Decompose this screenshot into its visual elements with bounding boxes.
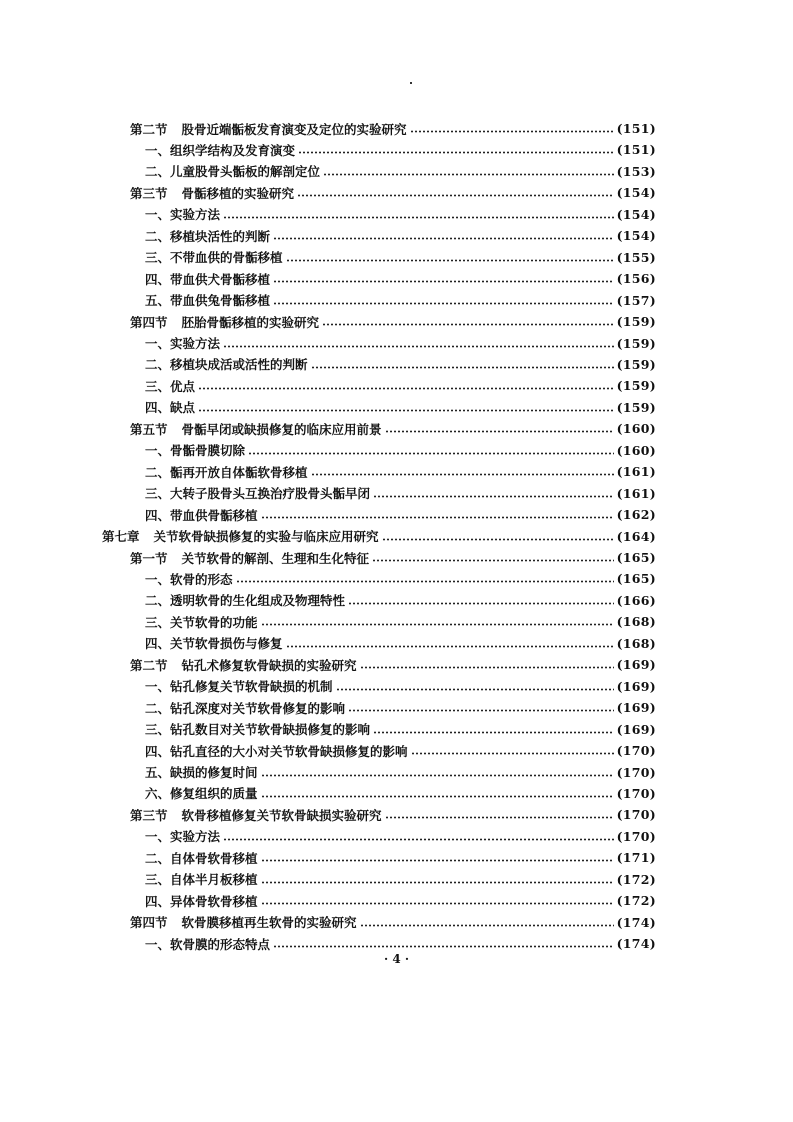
toc-entry-item — [145, 268, 656, 289]
toc-dot-leader — [348, 709, 614, 712]
toc-entry-page: (162) — [616, 507, 656, 523]
toc-entry-item — [145, 740, 656, 761]
toc-entry-label — [145, 634, 283, 652]
toc-entry-number: 第三节 — [130, 807, 168, 823]
toc-entry-page: (160) — [616, 421, 656, 437]
toc-entry-section — [130, 311, 656, 332]
toc-entry-number: 三、 — [145, 378, 171, 394]
toc-dot-leader — [261, 881, 614, 884]
toc-entry-page: (154) — [616, 185, 656, 201]
toc-dot-leader — [273, 280, 614, 283]
toc-dot-leader — [198, 387, 614, 390]
toc-entry-item — [145, 504, 656, 525]
toc-entry-label — [145, 291, 270, 309]
toc-entry-page: (169) — [616, 721, 656, 737]
toc-entry-number: 一、 — [145, 829, 171, 845]
toc-entry-title: 缺点 — [170, 400, 196, 416]
toc-dot-leader — [223, 216, 614, 219]
toc-entry-title: 钻孔直径的大小对关节软骨缺损修复的影响 — [170, 743, 408, 759]
toc-entry-page: (161) — [616, 485, 656, 501]
toc-entry-title: 钻孔深度对关节软骨修复的影响 — [170, 700, 346, 716]
toc-entry-title: 大转子股骨头互换治疗股骨头骺早闭 — [170, 486, 371, 502]
toc-entry-item — [145, 890, 656, 911]
toc-entry-label — [145, 784, 258, 802]
toc-entry-title: 关节软骨损伤与修复 — [170, 636, 283, 652]
toc-entry-title: 实验方法 — [170, 207, 221, 223]
toc-entry-page: (154) — [616, 228, 656, 244]
toc-entry-title: 移植块活性的判断 — [170, 228, 271, 244]
toc-entry-label — [145, 506, 258, 524]
toc-entry-page: (151) — [616, 121, 656, 136]
toc-entry-number: 二、 — [145, 228, 171, 244]
toc-entry-item — [145, 139, 656, 160]
toc-entry-number: 一、 — [145, 336, 171, 351]
toc-entry-label — [145, 484, 370, 502]
toc-entry-number: 第七章 — [102, 529, 140, 545]
toc-entry-title: 胚胎骨骺移植的实验研究 — [181, 314, 320, 330]
toc-entry-title: 钻孔术修复软骨缺损的实验研究 — [181, 657, 357, 673]
toc-dot-leader — [297, 194, 614, 197]
toc-entry-label — [145, 270, 270, 288]
toc-dot-leader — [273, 237, 614, 240]
toc-entry-label — [145, 763, 258, 781]
toc-entry-label — [145, 591, 345, 609]
toc-entry-title: 软骨膜的形态特点 — [170, 936, 271, 952]
toc-entry-number: 四、 — [145, 400, 171, 416]
toc-entry-title: 缺损的修复时间 — [170, 765, 258, 780]
toc-entry-number: 三、 — [145, 722, 171, 738]
toc-entry-item — [145, 762, 656, 783]
toc-entry-section — [130, 118, 656, 139]
toc-entry-title: 关节软骨的功能 — [170, 614, 258, 630]
toc-dot-leader — [373, 495, 614, 498]
scan-speck — [410, 82, 412, 84]
toc-entry-label — [145, 699, 345, 717]
toc-entry-number: 一、 — [145, 443, 171, 459]
toc-entry-title: 钻孔数目对关节软骨缺损修复的影响 — [170, 722, 371, 738]
toc-entry-item — [145, 568, 656, 589]
toc-entry-label — [145, 870, 258, 888]
toc-entry-number: 一、 — [145, 571, 171, 587]
toc-entry-page: (168) — [616, 614, 656, 630]
toc-entry-number: 四、 — [145, 271, 171, 287]
toc-entry-page: (170) — [616, 743, 656, 759]
toc-entry-page: (165) — [616, 571, 656, 587]
toc-entry-label — [145, 205, 220, 223]
toc-dot-leader — [261, 516, 614, 519]
toc-entry-label — [145, 849, 258, 867]
toc-entry-page: (170) — [616, 807, 656, 823]
toc-entry-page: (161) — [616, 464, 656, 480]
toc-entry-title: 软骨膜移植再生软骨的实验研究 — [181, 915, 357, 931]
toc-entry-item — [145, 826, 656, 847]
toc-entry-label — [145, 334, 220, 352]
toc-dot-leader — [223, 345, 614, 348]
toc-entry-page: (159) — [616, 335, 656, 351]
toc-entry-number: 四、 — [145, 636, 171, 652]
toc-dot-leader — [273, 302, 614, 305]
toc-entry-title: 软骨移植修复关节软骨缺损实验研究 — [181, 807, 382, 823]
toc-entry-number: 三、 — [145, 614, 171, 630]
toc-entry-section — [130, 182, 656, 203]
toc-entry-label — [130, 806, 382, 824]
toc-entry-item — [145, 461, 656, 482]
toc-entry-number: 四、 — [145, 507, 171, 523]
toc-entry-title: 实验方法 — [170, 829, 221, 845]
toc-entry-title: 不带血供的骨骺移植 — [170, 250, 283, 266]
toc-entry-page: (174) — [616, 914, 656, 930]
toc-entry-number: 第三节 — [130, 185, 168, 201]
toc-entry-page: (170) — [616, 828, 656, 844]
toc-entry-number: 第二节 — [130, 121, 168, 137]
toc-entry-page: (172) — [616, 871, 656, 887]
toc-entry-number: 三、 — [145, 486, 171, 502]
toc-entry-page: (170) — [616, 764, 656, 780]
toc-entry-item — [145, 247, 656, 268]
toc-entry-page: (160) — [616, 442, 656, 458]
toc-entry-item — [145, 225, 656, 246]
toc-entry-title: 软骨的形态 — [170, 571, 233, 587]
toc-entry-title: 带血供骨骺移植 — [170, 507, 258, 523]
toc-entry-title: 自体骨软骨移植 — [170, 850, 258, 866]
toc-entry-label — [145, 162, 320, 180]
toc-entry-page: (153) — [616, 163, 656, 179]
toc-entry-item — [145, 633, 656, 654]
toc-entry-item — [145, 697, 656, 718]
toc-entry-item — [145, 397, 656, 418]
toc-entry-number: 二、 — [145, 700, 171, 716]
toc-entry-page: (166) — [616, 592, 656, 608]
toc-dot-leader — [336, 688, 614, 691]
toc-dot-leader — [248, 452, 614, 455]
toc-entry-label — [130, 120, 407, 138]
toc-dot-leader — [198, 409, 614, 412]
toc-entry-label — [145, 377, 195, 395]
toc-entry-section — [130, 418, 656, 439]
toc-entry-label — [130, 420, 382, 438]
toc-entry-page: (171) — [616, 850, 656, 866]
toc-entry-page: (159) — [616, 314, 656, 330]
toc-entry-number: 二、 — [145, 464, 171, 480]
toc-entry-number: 四、 — [145, 893, 171, 909]
toc-entry-title: 移植块成活或活性的判断 — [170, 357, 308, 373]
toc-entry-page: (151) — [616, 142, 656, 158]
toc-entry-number: 六、 — [145, 786, 171, 802]
toc-entry-label — [145, 570, 233, 588]
toc-entry-title: 修复组织的质量 — [170, 786, 258, 802]
toc-dot-leader — [360, 924, 614, 927]
toc-dot-leader — [385, 430, 614, 433]
toc-entry-number: 二、 — [145, 164, 171, 180]
toc-entry-page: (156) — [616, 271, 656, 287]
toc-entry-chapter — [102, 526, 656, 547]
toc-dot-leader — [372, 559, 614, 562]
toc-entry-number: 五、 — [145, 293, 171, 309]
toc-entry-section — [130, 654, 656, 675]
toc-entry-label — [145, 935, 270, 953]
toc-entry-title: 骺再开放自体骺软骨移植 — [170, 464, 308, 480]
toc-entry-label — [145, 398, 195, 416]
toc-entry-item — [145, 333, 656, 354]
toc-entry-item — [145, 847, 656, 868]
toc-entry-item — [145, 354, 656, 375]
toc-entry-page: (169) — [616, 700, 656, 716]
toc-dot-leader — [410, 130, 614, 133]
toc-entry-page: (172) — [616, 893, 656, 909]
toc-entry-number: 一、 — [145, 936, 171, 952]
toc-dot-leader — [382, 538, 614, 541]
toc-entry-label — [130, 913, 357, 931]
toc-entry-label — [145, 613, 258, 631]
toc-entry-title: 骨骺骨膜切除 — [170, 443, 246, 459]
toc-entry-page: (168) — [616, 635, 656, 651]
toc-entry-number: 第四节 — [130, 915, 168, 931]
toc-entry-item — [145, 933, 656, 954]
toc-entry-number: 二、 — [145, 593, 171, 609]
toc-entry-page: (157) — [616, 292, 656, 308]
toc-entry-label — [145, 677, 333, 695]
toc-dot-leader — [261, 795, 614, 798]
toc-entry-section — [130, 912, 656, 933]
toc-entry-item — [145, 204, 656, 225]
toc-entry-title: 组织学结构及发育演变 — [170, 142, 296, 158]
toc-entry-number: 一、 — [145, 679, 171, 695]
toc-entry-title: 关节软骨的解剖、生理和生化特征 — [181, 550, 370, 566]
toc-entry-page: (170) — [616, 785, 656, 801]
toc-entry-label — [145, 227, 270, 245]
toc-entry-number: 二、 — [145, 357, 171, 373]
toc-entry-number: 一、 — [145, 142, 171, 158]
toc-dot-leader — [348, 602, 614, 605]
toc-entry-item — [145, 375, 656, 396]
toc-dot-leader — [286, 259, 614, 262]
toc-entry-title: 异体骨软骨移植 — [170, 893, 258, 909]
toc-entry-label — [130, 313, 319, 331]
toc-entry-number: 五、 — [145, 765, 171, 780]
toc-entry-item — [145, 869, 656, 890]
toc-entry-page: (159) — [616, 399, 656, 415]
toc-entry-item — [145, 161, 656, 182]
toc-dot-leader — [261, 774, 614, 777]
toc-dot-leader — [261, 623, 614, 626]
toc-entry-item — [145, 290, 656, 311]
toc-dot-leader — [261, 859, 614, 862]
toc-entry-label — [102, 527, 379, 545]
toc-entry-title: 自体半月板移植 — [170, 872, 258, 888]
toc-dot-leader — [411, 752, 614, 755]
toc-entry-item — [145, 440, 656, 461]
toc-entry-page: (165) — [616, 550, 656, 565]
toc-dot-leader — [311, 473, 614, 476]
toc-entry-number: 第四节 — [130, 314, 168, 330]
toc-entry-item — [145, 590, 656, 611]
toc-entry-title: 儿童股骨头骺板的解剖定位 — [170, 164, 321, 180]
toc-entry-item — [145, 719, 656, 740]
toc-entry-title: 关节软骨缺损修复的实验与临床应用研究 — [153, 529, 379, 545]
toc-entry-title: 钻孔修复关节软骨缺损的机制 — [170, 679, 333, 695]
toc-entry-title: 带血供兔骨骺移植 — [170, 293, 271, 309]
toc-entry-page: (155) — [616, 249, 656, 265]
toc-entry-page: (159) — [616, 356, 656, 372]
toc-entry-label — [145, 463, 308, 481]
toc-entry-title: 股骨近端骺板发育演变及定位的实验研究 — [181, 121, 407, 137]
toc-entry-title: 带血供犬骨骺移植 — [170, 271, 271, 287]
toc-entry-label — [130, 549, 369, 567]
toc-entry-number: 二、 — [145, 850, 171, 866]
toc-entry-section — [130, 547, 656, 568]
toc-entry-label — [145, 441, 245, 459]
toc-entry-page: (169) — [616, 678, 656, 694]
toc-entry-number: 第五节 — [130, 421, 168, 437]
toc-dot-leader — [311, 366, 614, 369]
toc-dot-leader — [322, 323, 614, 326]
toc-entry-label — [130, 184, 294, 202]
toc-entry-item — [145, 676, 656, 697]
toc-entry-label — [145, 827, 220, 845]
toc-entry-number: 一、 — [145, 207, 171, 223]
toc-dot-leader — [286, 645, 614, 648]
toc-entry-page: (159) — [616, 378, 656, 394]
toc-entry-item — [145, 483, 656, 504]
toc-entry-title: 透明软骨的生化组成及物理特性 — [170, 593, 346, 609]
toc-entry-label — [145, 742, 408, 760]
toc-entry-page: (174) — [616, 936, 656, 952]
toc-entry-page: (164) — [616, 528, 656, 544]
toc-entry-title: 实验方法 — [170, 336, 221, 351]
toc-dot-leader — [273, 945, 614, 948]
toc-entry-item — [145, 783, 656, 804]
page-number: · 4 · — [383, 952, 410, 966]
toc-entry-label — [130, 656, 357, 674]
toc-dot-leader — [223, 838, 614, 841]
toc-entry-label — [145, 892, 258, 910]
toc-entry-number: 三、 — [145, 250, 171, 266]
toc-entry-label — [145, 355, 308, 373]
toc-entry-number: 第二节 — [130, 657, 168, 673]
toc-entry-item — [145, 611, 656, 632]
toc-dot-leader — [373, 731, 614, 734]
toc-dot-leader — [323, 173, 614, 176]
toc-entry-page: (169) — [616, 657, 656, 673]
toc-entry-section — [130, 804, 656, 825]
toc-entry-number: 四、 — [145, 743, 171, 759]
toc-entry-title: 优点 — [170, 378, 196, 394]
toc-entry-page: (154) — [616, 206, 656, 222]
toc-dot-leader — [236, 580, 614, 583]
toc-dot-leader — [261, 902, 614, 905]
toc-entry-label — [145, 720, 370, 738]
toc-entry-title: 骨骺早闭或缺损修复的临床应用前景 — [181, 421, 382, 437]
toc-entry-number: 三、 — [145, 872, 171, 888]
toc-dot-leader — [360, 666, 614, 669]
toc-entry-number: 第一节 — [130, 550, 168, 566]
toc-entry-label — [145, 248, 283, 266]
toc-entry-title: 骨骺移植的实验研究 — [181, 185, 295, 201]
toc-dot-leader — [298, 151, 614, 154]
toc-entry-label — [145, 141, 295, 159]
toc-dot-leader — [385, 816, 614, 819]
